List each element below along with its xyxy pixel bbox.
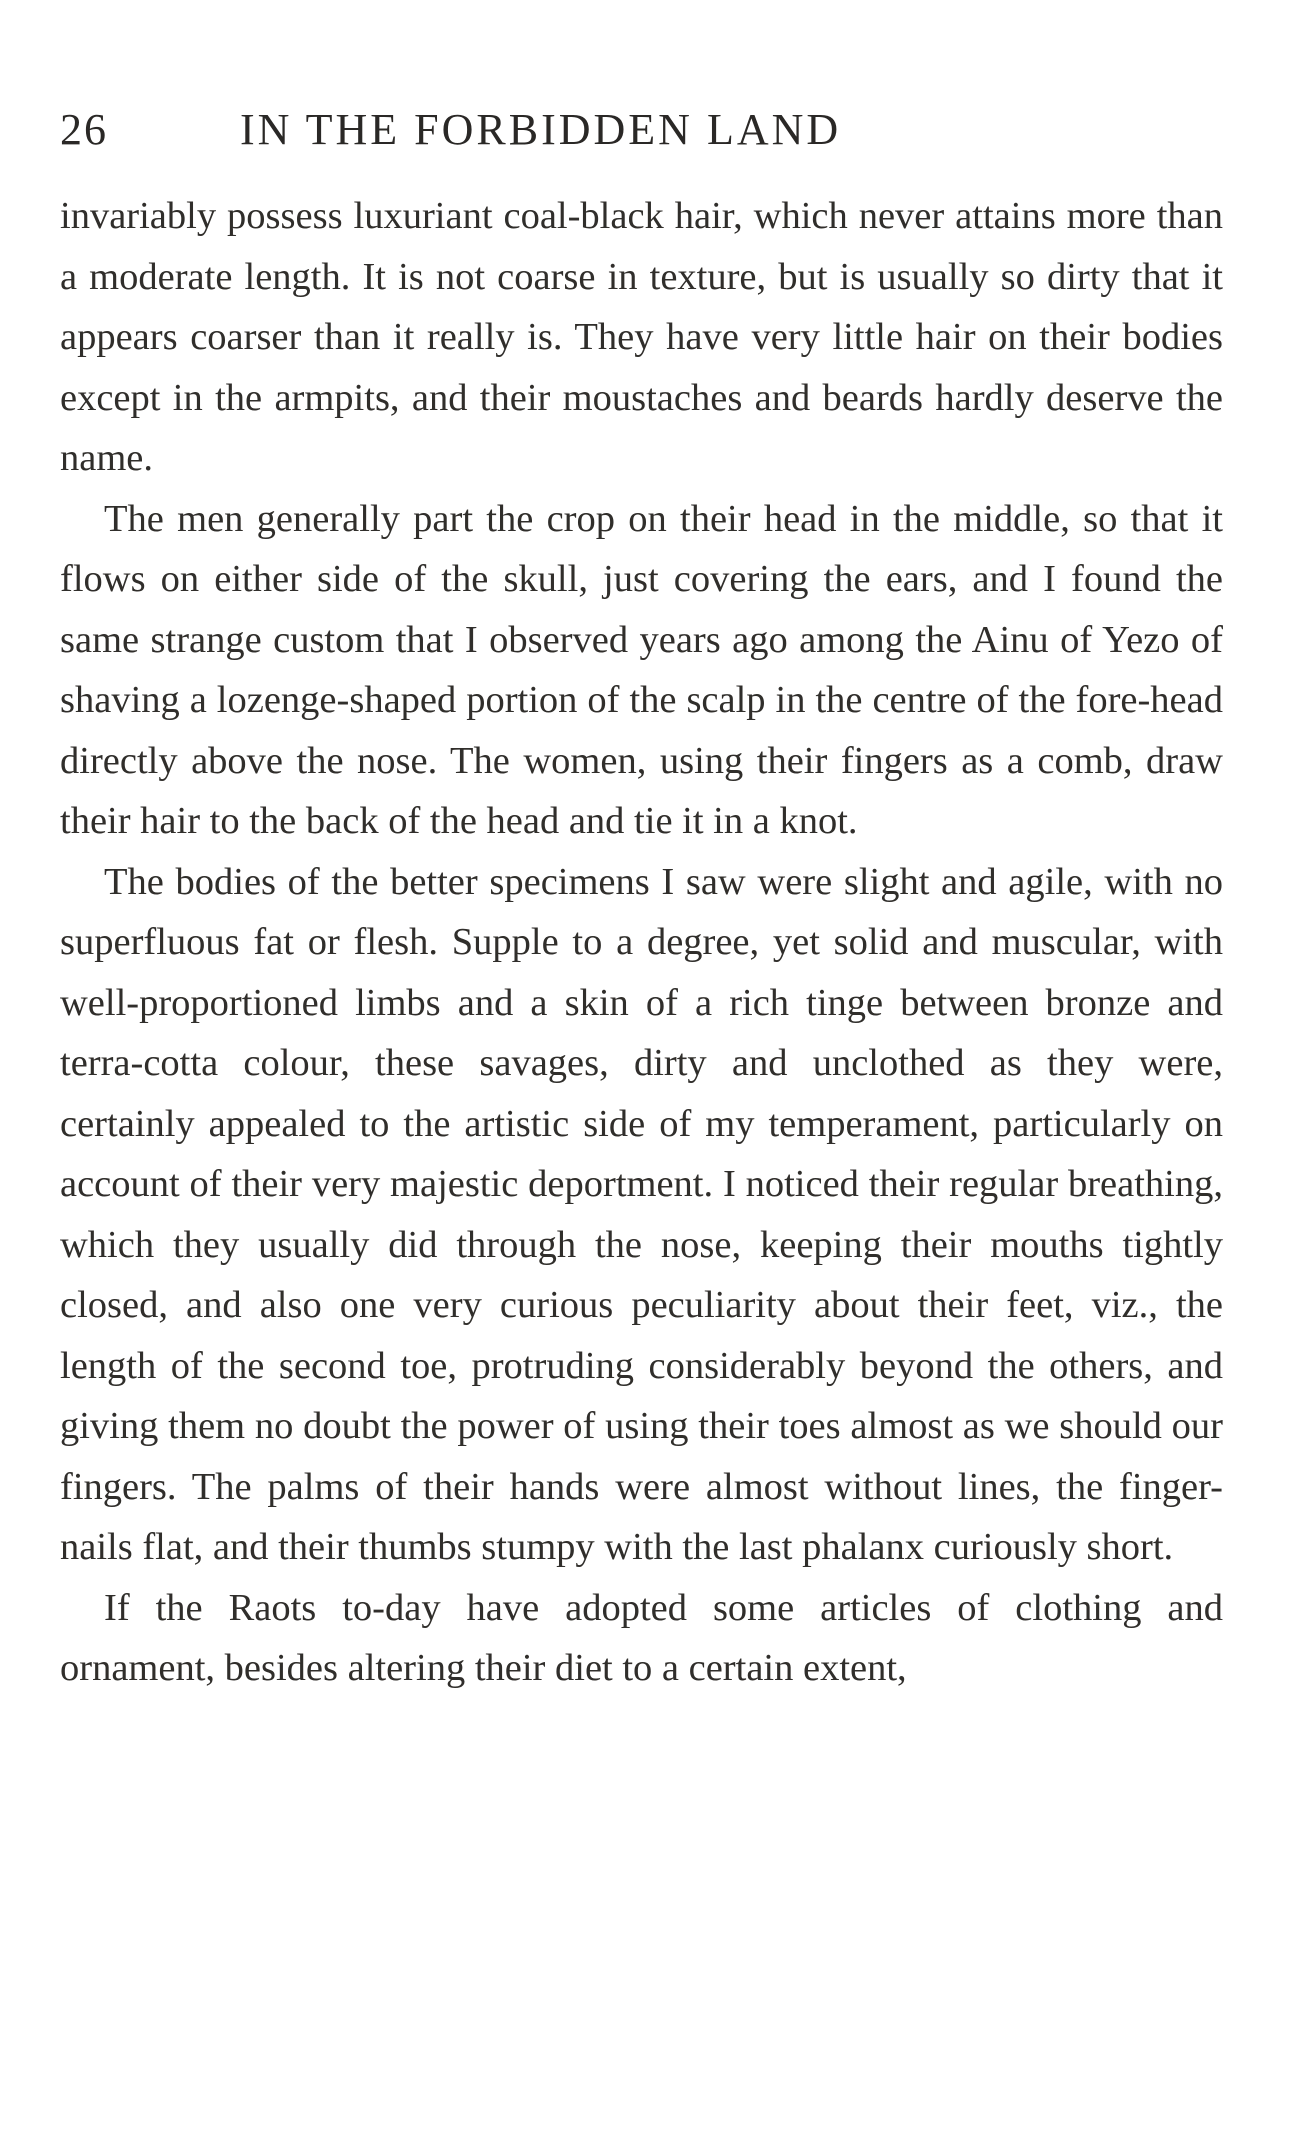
running-title: IN THE FORBIDDEN LAND <box>240 105 842 154</box>
paragraph-hair-custom: The men generally part the crop on their head in the middle, so that it flows on either side of the skull, just covering the ears, and I found the same strange custom that I observed years ago among the Ainu of Yezo of shaving a lozenge-shaped portion of the scalp in the centre of the fore-head directly above the nose. The women, using their fingers as a comb, draw their hair to the back of the head and tie it in a knot. <box>60 497 1223 842</box>
paragraph-continuation: invariably possess luxuriant coal-black hair, which never attains more than a moderate length. It is not coarse in texture, but is usually so dirty that it appears coarser than it really is. They have very little hair on their bodies except in the armpits, and their moustaches and beards hardly deserve the name. <box>60 195 1223 479</box>
page-number: 26 <box>60 105 108 154</box>
paragraph-bodies: The bodies of the better specimens I saw were slight and agile, with no superfluous fat or flesh. Supple to a degree, yet solid and muscular, with well-proportioned limbs and a skin of a rich tinge between bronze and terra-cotta colour, these savages, dirty and unclothed as they were, certainly appealed to the artistic side of my temperament, particularly on account of their very majestic deportment. I noticed their regular breathing, which they usually did through the nose, keeping their mouths tightly closed, and also one very curious peculiarity about their feet, viz., the length of the second toe, protruding considerably beyond the others, and giving them no doubt the power of using their toes almost as we should our fingers. The palms of their hands were almost without lines, the finger-nails flat, and their thumbs stumpy with the last phalanx curiously short. <box>60 860 1223 1568</box>
page-header <box>60 100 1230 160</box>
paragraph-clothing: If the Raots to-day have adopted some articles of clothing and ornament, besides altering their diet to a certain extent, <box>60 1586 1223 1689</box>
body-text <box>60 186 1223 1699</box>
